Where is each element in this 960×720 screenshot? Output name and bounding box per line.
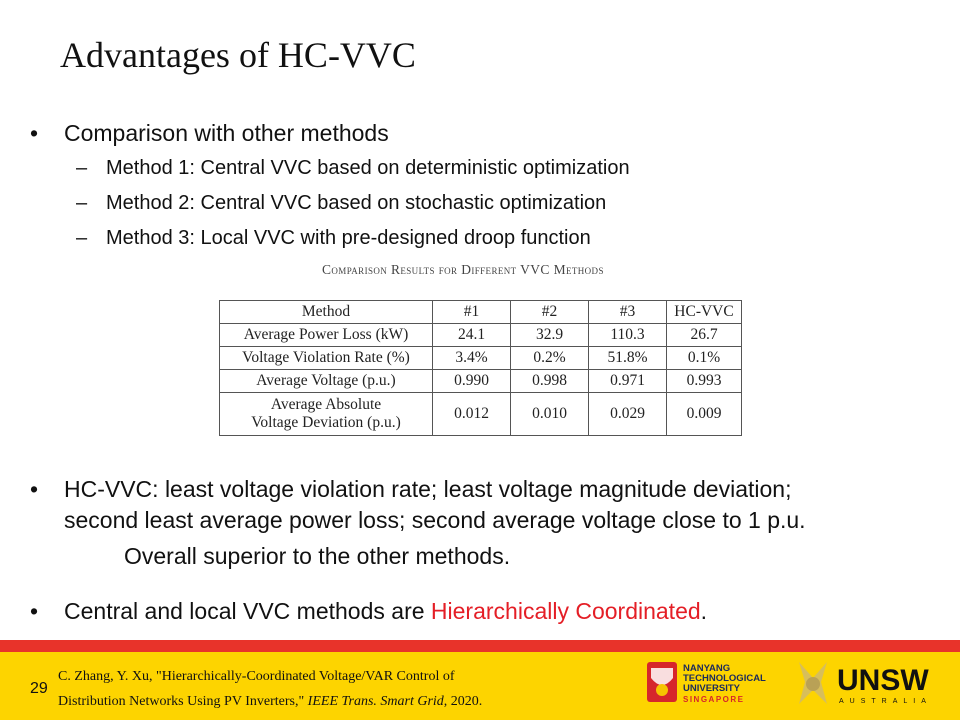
row-label: Average Power Loss (kW) xyxy=(220,324,433,347)
sub-item-method-1 xyxy=(76,157,630,180)
ntu-logo-text: TECHNOLOGICAL xyxy=(683,673,766,684)
bullet-text-line: second least average power loss; second average voltage close to 1 p.u. xyxy=(64,507,806,533)
citation-line xyxy=(58,689,638,714)
dash-glyph: – xyxy=(76,192,88,214)
page-number: 29 xyxy=(30,680,48,697)
citation-journal: IEEE Trans. Smart Grid xyxy=(307,694,444,709)
cell-value: 3.4% xyxy=(433,347,511,370)
cell-value: 0.029 xyxy=(589,393,667,436)
cell-value: 51.8% xyxy=(589,347,667,370)
table-row xyxy=(220,347,742,370)
overall-superior-text: Overall superior to the other methods. xyxy=(124,543,511,569)
table-row xyxy=(220,324,742,347)
ntu-logo-subtext: SINGAPORE xyxy=(683,695,745,704)
row-label-line: Average Absolute xyxy=(270,396,382,413)
bullet-glyph: • xyxy=(30,598,39,624)
cell-value: 0.993 xyxy=(667,370,742,393)
unsw-crest-icon xyxy=(799,662,827,704)
cell-value: 0.998 xyxy=(511,370,589,393)
cell-value: 0.010 xyxy=(511,393,589,436)
header-m1: #1 xyxy=(433,301,511,324)
header-m3: #3 xyxy=(589,301,667,324)
cell-value: 0.009 xyxy=(667,393,742,436)
dash-glyph: – xyxy=(76,157,88,179)
dash-glyph: – xyxy=(76,227,88,249)
bullet-text-end: . xyxy=(700,598,708,624)
cell-value: 0.2% xyxy=(511,347,589,370)
citation xyxy=(58,664,638,714)
ntu-logo-text: UNIVERSITY xyxy=(683,683,741,694)
citation-text: Distribution Networks Using PV Inverters," xyxy=(58,694,308,709)
header-hcvvc: HC-VVC xyxy=(667,301,742,324)
row-label: Average Voltage (p.u.) xyxy=(220,370,433,393)
highlight-text: Hierarchically Coordinated xyxy=(430,598,701,624)
comparison-table xyxy=(219,300,742,436)
unsw-wordmark: UNSW xyxy=(837,664,929,697)
bullet-text-line: HC-VVC: least voltage violation rate; least voltage magnitude deviation; xyxy=(64,476,792,502)
citation-year: , 2020. xyxy=(443,694,483,709)
cell-value: 0.990 xyxy=(433,370,511,393)
sub-item-text: Method 1: Central VVC based on deterministic optimization xyxy=(106,157,630,179)
citation-line: C. Zhang, Y. Xu, "Hierarchically-Coordinated Voltage/VAR Control of xyxy=(58,669,455,684)
bullet-text: Comparison with other methods xyxy=(64,120,389,146)
unsw-subtext: AUSTRALIA xyxy=(839,698,932,705)
header-m2: #2 xyxy=(511,301,589,324)
cell-value: 32.9 xyxy=(511,324,589,347)
slide-title: Advantages of HC-VVC xyxy=(60,35,416,75)
ntu-logo-text: NANYANG xyxy=(683,663,731,674)
bullet-glyph: • xyxy=(30,120,39,146)
cell-value: 110.3 xyxy=(589,324,667,347)
table-header-row xyxy=(220,301,742,324)
bullet-comparison xyxy=(30,120,389,147)
row-label: Voltage Violation Rate (%) xyxy=(220,347,433,370)
table-row xyxy=(220,393,742,436)
bullet-text: Central and local VVC methods are xyxy=(64,598,431,624)
table-caption: Comparison Results for Different VVC Methods xyxy=(322,262,604,277)
table-row xyxy=(220,370,742,393)
header-method: Method xyxy=(220,301,433,324)
sub-item-method-3 xyxy=(76,227,591,250)
cell-value: 0.971 xyxy=(589,370,667,393)
row-label-line: Voltage Deviation (p.u.) xyxy=(251,414,401,431)
cell-value: 24.1 xyxy=(433,324,511,347)
unsw-logo xyxy=(795,656,945,712)
footer-red-stripe xyxy=(0,640,960,652)
bullet-hierarchical xyxy=(30,598,708,625)
ntu-logo xyxy=(645,660,785,710)
row-label xyxy=(220,393,433,436)
bullet-hc-vvc-summary xyxy=(30,474,806,536)
cell-value: 26.7 xyxy=(667,324,742,347)
sub-item-text: Method 3: Local VVC with pre-designed droop function xyxy=(106,227,591,249)
bullet-glyph: • xyxy=(30,476,39,502)
cell-value: 0.1% xyxy=(667,347,742,370)
cell-value: 0.012 xyxy=(433,393,511,436)
sub-item-method-2 xyxy=(76,192,607,215)
sub-item-text: Method 2: Central VVC based on stochastic optimization xyxy=(106,192,607,214)
